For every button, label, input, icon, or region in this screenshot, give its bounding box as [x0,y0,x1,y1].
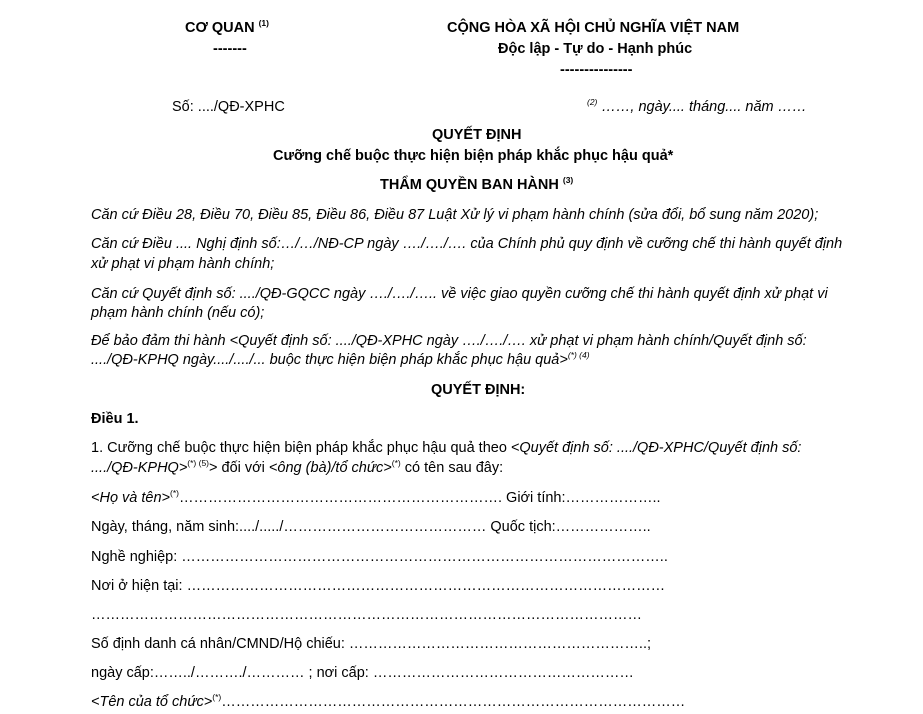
basis-3-line-2: phạm hành chính (nếu có); [91,305,265,321]
decision-heading: QUYẾT ĐỊNH: [431,382,526,398]
agency-label: CƠ QUAN $^{(1)}$ [185,18,269,36]
article-1-para-line-1: 1. Cưỡng chế buộc thực hiện biện pháp khắc phục hậu quả theo <Quyết định số: ..../QĐ-XPHC/Quyết định số: [91,440,802,456]
agency-note: (1) [258,18,269,29]
motto-dashes: --------------- [560,62,633,78]
basis-4-line-1: Để bảo đảm thi hành <Quyết định số: ..../QĐ-XPHC ngày …./…./…. xử phạt vi phạm hành chính/Quyết định số: [91,333,807,349]
field-dob-nationality: Ngày, tháng, năm sinh:..../...../…………………………………… Quốc tịch:……………….. [91,519,651,535]
field-occupation: Nghề nghiệp: ……………………………………………………………………………………….. [91,549,668,565]
article-1-label: Điều 1. [91,411,139,427]
document-title: QUYẾT ĐỊNH [432,127,522,143]
basis-2-line-2: xử phạt vi phạm hành chính; [91,256,275,272]
authority-heading: THẨM QUYỀN BAN HÀNH $^{(3)}$ [380,175,574,193]
decision-number: Số: ..../QĐ-XPHC [172,99,285,115]
field-id-number: Số định danh cá nhân/CMND/Hộ chiếu: ……………………………………………………..; [91,636,652,652]
basis-1: Căn cứ Điều 28, Điều 70, Điều 85, Điều 86, Điều 87 Luật Xử lý vi phạm hành chính (sửa đổi, bổ sung năm 2020); [91,207,819,223]
basis-4-note: (*) (4) [567,350,590,361]
agency-dashes: ------- [213,41,247,57]
field-issue-date-place: ngày cấp:……../………./………… ; nơi cấp: ……………………………………………… [91,665,634,681]
motto: Độc lập - Tự do - Hạnh phúc [498,41,693,57]
article-1-para-line-2: ..../QĐ-KPHQ>$^{(*) (5)}$> đối với <ông (bà)/tổ chức>(*) có tên sau đây: [91,458,504,476]
field-address: Nơi ở hiện tại: ……………………………………………………………………………………… [91,578,666,594]
field-organization: <Tên của tổ chức>(*)…………………………………………………………………………………… [91,692,686,710]
basis-3-line-1: Căn cứ Quyết định số: ..../QĐ-GQCC ngày …./…./….. về việc giao quyền cưỡng chế thi hành quyết định xử phạt vi [91,286,828,302]
place-note: (2) [587,97,598,108]
field-address-continued: …………………………………………………………………………………………………… [91,607,642,623]
authority-note: (3) [562,175,574,186]
basis-2-line-1: Căn cứ Điều .... Nghị định số:…/…/NĐ-CP ngày …./…./…. của Chính phủ quy định về cưỡng chế thi hành quyết định [91,236,843,252]
place-date: $^{(2)}$ ……, ngày.... tháng.... năm …… [587,97,807,115]
document-subtitle: Cưỡng chế buộc thực hiện biện pháp khắc phục hậu quả* [273,148,674,164]
basis-4-line-2: ..../QĐ-KPHQ ngày..../..../... buộc thực hiện biện pháp khắc phục hậu quả>$^{(*) (4)}$ [91,350,590,368]
field-name: <Họ và tên>(*)…………………………………………………………. Giới tính:……………….. [91,488,661,506]
country-title: CỘNG HÒA XÃ HỘI CHỦ NGHĨA VIỆT NAM [447,20,740,36]
